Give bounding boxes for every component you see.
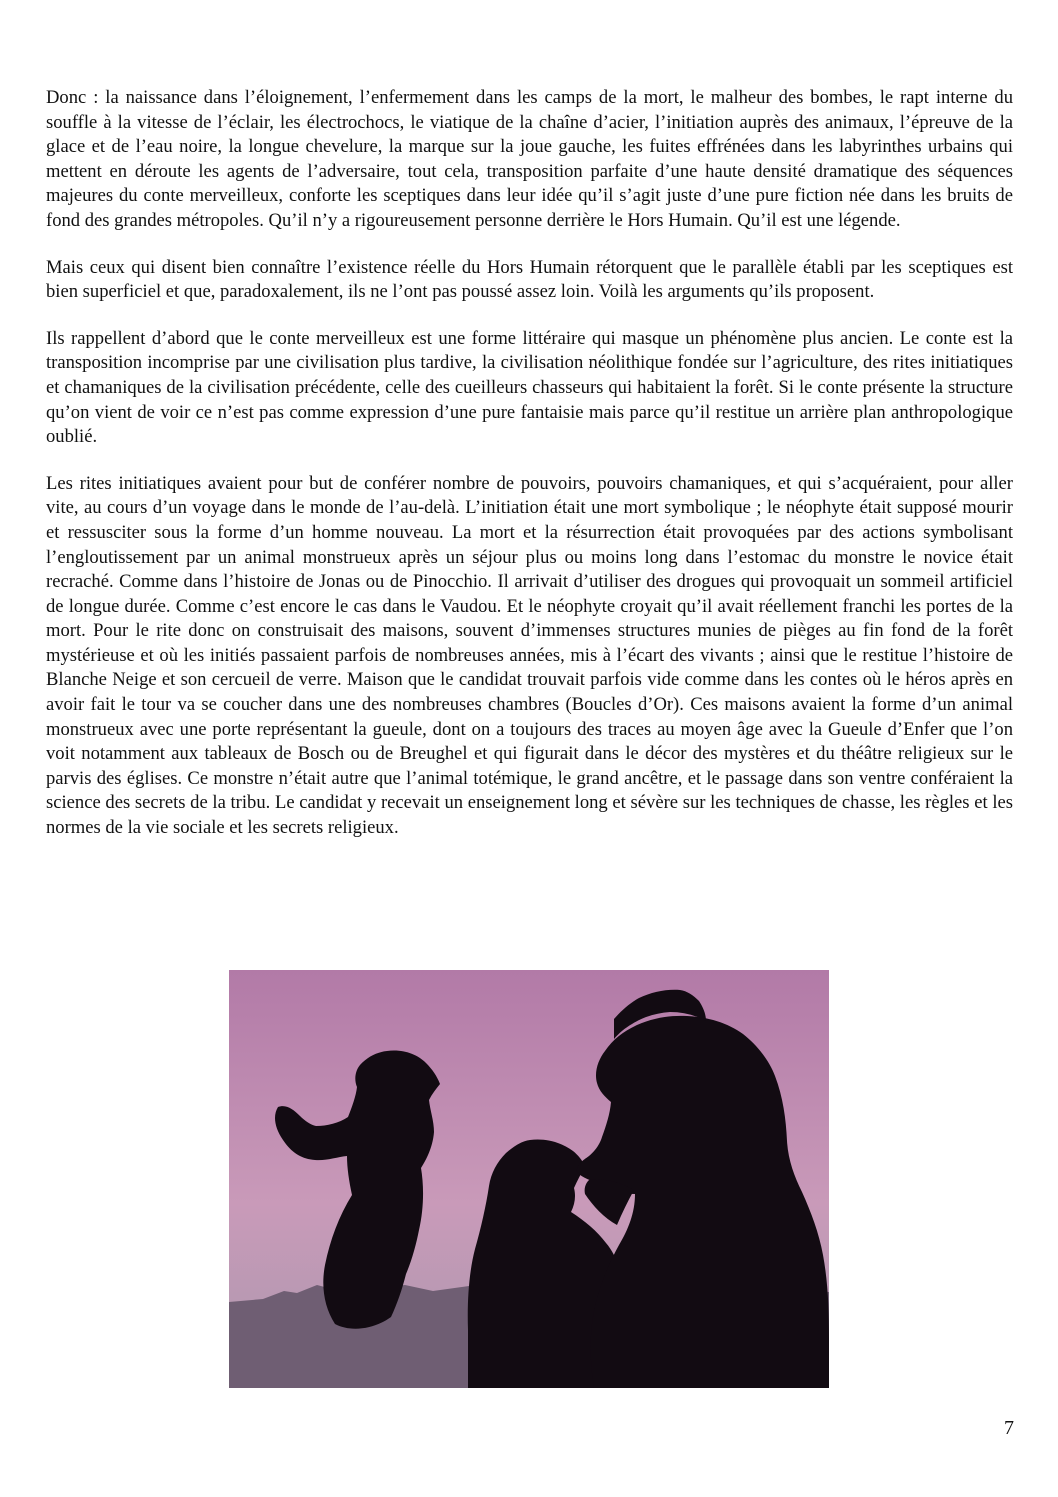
page-number: 7 — [1004, 1417, 1014, 1439]
paragraph: Les rites initiatiques avaient pour but de conférer nombre de pouvoirs, pouvoirs chamaniques, et qui s’acquéraient, pour aller vite, au cours d’un voyage dans le monde de l’au-delà. L’initiation était une mort symbolique ; le néophyte était supposé mourir et ressusciter sous la forme d’un homme nouveau. La mort et la résurrection était provoquées par des actions symbolisant l’engloutissement par un animal monstrueux après un séjour plus ou moins long dans l’estomac du monstre le novice était recraché. Comme dans l’histoire de Jonas ou de Pinocchio. Il arrivait d’utiliser des drogues qui provoquait un sommeil artificiel de longue durée. Comme c’est encore le cas dans le Vaudou. Et le néophyte croyait qu’il avait réellement franchi les portes de la mort. Pour le rite donc on construisait des maisons, souvent d’immenses structures munies de pièges au fin fond de la forêt mystérieuse et où les initiés passaient parfois de nombreuses années, mis à l’écart des vivants ; ainsi que le restitue l’histoire de Blanche Neige et son cercueil de verre. Maison que le candidat trouvait parfois vide comme dans les contes où le héros après en avoir fait le tour va se coucher dans une des nombreuses chambres (Boucles d’Or). Ces maisons avaient la forme d’un animal monstrueux avec une porte représentant la gueule, dont on a toujours des traces au moyen âge avec la Gueule d’Enfer que l’on voit notamment aux tableaux de Bosch ou de Breughel et qui figurait dans le décor des mystères et du théâtre religieux sur le parvis des églises. Ce monstre n’était autre que l’animal totémique, le grand ancêtre, et le passage dans son ventre conféraient la science des secrets de la tribu. Le candidat y recevait un enseignement long et sévère sur les techniques de chasse, les règles et les normes de la vie sociale et les secrets religieux. — [46, 472, 1013, 839]
document-body — [46, 86, 1013, 863]
gargoyle-silhouette-photo — [229, 970, 829, 1388]
paragraph: Mais ceux qui disent bien connaître l’existence réelle du Hors Humain rétorquent que le parallèle établi par les sceptiques est bien superficiel et que, paradoxalement, ils ne l’ont pas poussé assez loin. Voilà les arguments qu’ils proposent. — [46, 256, 1013, 303]
paragraph: Ils rappellent d’abord que le conte merveilleux est une forme littéraire qui masque un phénomène plus ancien. Le conte est la transposition incomprise par une civilisation plus tardive, la civilisation néolithique fondée sur l’agriculture, des rites initiatiques et chamaniques de la civilisation précédente, celle des cueilleurs chasseurs qui habitaient la forêt. Si le conte présente la structure qu’on vient de voir ce n’est pas comme expression d’une pure fantaisie mais parce qu’il restitue un arrière plan anthropologique oublié. — [46, 327, 1013, 448]
paragraph: Donc : la naissance dans l’éloignement, l’enfermement dans les camps de la mort, le malheur des bombes, le rapt interne du souffle à la vitesse de l’éclair, les électrochocs, le viatique de la chaîne d’acier, l’initiation auprès des animaux, l’épreuve de la glace et de l’eau noire, la longue chevelure, la marque sur la joue gauche, les fuites effrénées dans les labyrinthes urbains qui mettent en déroute les agents de l’adversaire, tout cela, transposition parfaite d’une haute densité dramatique des séquences majeures du conte merveilleux, conforte les sceptiques dans leur idée qu’il s’agit juste d’une pure fiction née dans les bruits de fond des grandes métropoles. Qu’il n’y a rigoureusement personne derrière le Hors Humain. Qu’il est une légende. — [46, 87, 1013, 231]
